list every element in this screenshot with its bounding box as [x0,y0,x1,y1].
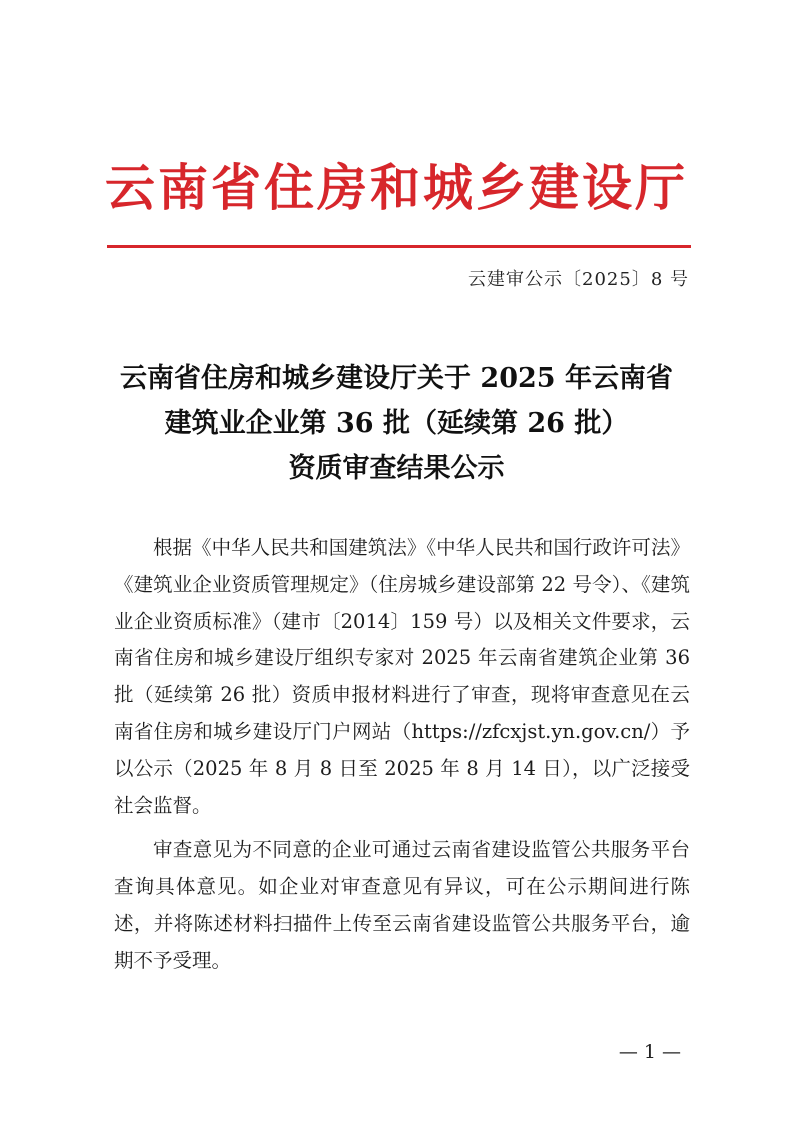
body-paragraph-2: 审查意见为不同意的企业可通过云南省建设监管公共服务平台查询具体意见。如企业对审查意见有异议，可在公示期间进行陈述，并将陈述材料扫描件上传至云南省建设监管公共服务平台，逾期不予受理。 [114,838,690,972]
title-line-2: 建筑业企业第 36 批（延续第 26 批） [164,408,629,439]
issuer-masthead: 云南省住房和城乡建设厅 [105,159,688,217]
red-divider-line [107,245,691,248]
title-line-3: 资质审查结果公示 [288,453,505,484]
title-line-1: 云南省住房和城乡建设厅关于 2025 年云南省 [120,363,673,394]
document-title [0,356,793,491]
document-number: 云建审公示〔2025〕8 号 [468,269,689,290]
page-number: — 1 — [618,1041,681,1063]
body-paragraph-1: 根据《中华人民共和国建筑法》《中华人民共和国行政许可法》《建筑业企业资质管理规定》（住房城乡建设部第 22 号令）、《建筑业企业资质标准》（建市〔2014〕159 号）以及相关文件要求，云南省住房和城乡建设厅组织专家对 2025 年云南省建筑企业第 36 批（延续第 26 批）资质申报材料进行了审查，现将审查意见在云南省住房和城乡建设厅门户网站（https://zfcxjst.yn.gov.cn/）予以公示（2025 年 8 月 8 日至 2025 年 8 月 14 日），以广泛接受社会监督。 [114,536,690,817]
document-body [114,530,690,980]
